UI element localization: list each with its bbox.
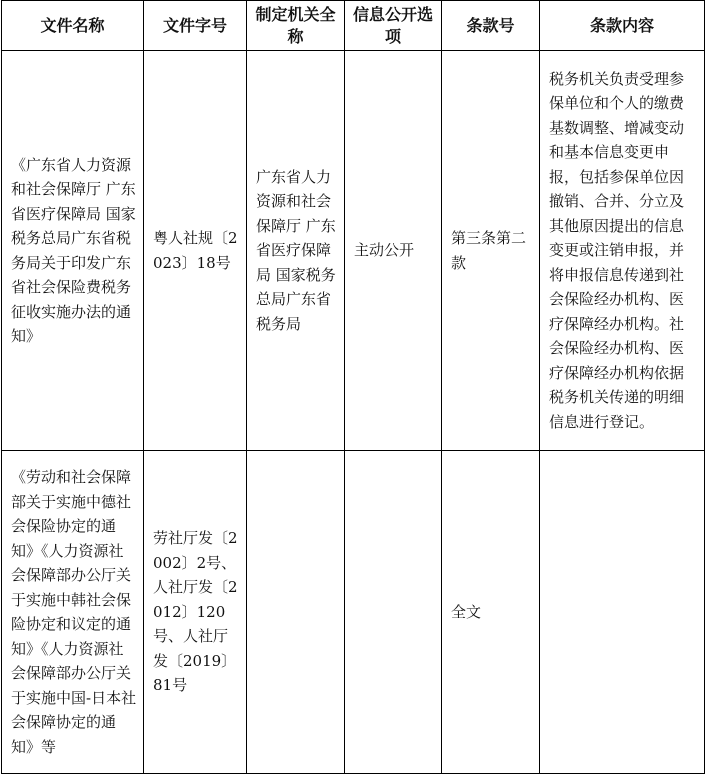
cell-disclosure xyxy=(345,451,442,774)
header-issuer: 制定机关全称 xyxy=(247,1,345,51)
cell-clause: 第三条第二款 xyxy=(442,51,540,451)
cell-disclosure: 主动公开 xyxy=(345,51,442,451)
cell-doc-name: 《劳动和社会保障部关于实施中德社会保险协定的通知》《人力资源社会保障部办公厅关于实施中韩社会保险协定和议定的通知》《人力资源社会保障部办公厅关于实施中国-日本社会保障协定的通知》等 xyxy=(2,451,144,774)
table-row xyxy=(2,451,705,774)
cell-issuer: 广东省人力资源和社会保障厅 广东省医疗保障局 国家税务总局广东省税务局 xyxy=(247,51,345,451)
cell-issuer xyxy=(247,451,345,774)
cell-doc-name: 《广东省人力资源和社会保障厅 广东省医疗保障局 国家税务总局广东省税务局关于印发广东省社会保险费税务征收实施办法的通知》 xyxy=(2,51,144,451)
cell-clause: 全文 xyxy=(442,451,540,774)
header-row xyxy=(2,1,705,51)
cell-doc-number: 粤人社规〔2023〕18号 xyxy=(144,51,247,451)
header-disclosure: 信息公开选项 xyxy=(345,1,442,51)
document-table xyxy=(1,0,705,774)
cell-doc-number: 劳社厅发〔2002〕2号、人社厅发〔2012〕120号、人社厅发〔2019〕81号 xyxy=(144,451,247,774)
cell-content: 税务机关负责受理参保单位和个人的缴费基数调整、增减变动和基本信息变更申报，包括参保单位因撤销、合并、分立及其他原因提出的信息变更或注销申报，并将申报信息传递到社会保险经办机构、医疗保障经办机构。社会保险经办机构、医疗保障经办机构依据税务机关传递的明细信息进行登记。 xyxy=(540,51,705,451)
table-row xyxy=(2,51,705,451)
header-doc-name: 文件名称 xyxy=(2,1,144,51)
header-doc-number: 文件字号 xyxy=(144,1,247,51)
cell-content xyxy=(540,451,705,774)
header-clause: 条款号 xyxy=(442,1,540,51)
header-content: 条款内容 xyxy=(540,1,705,51)
